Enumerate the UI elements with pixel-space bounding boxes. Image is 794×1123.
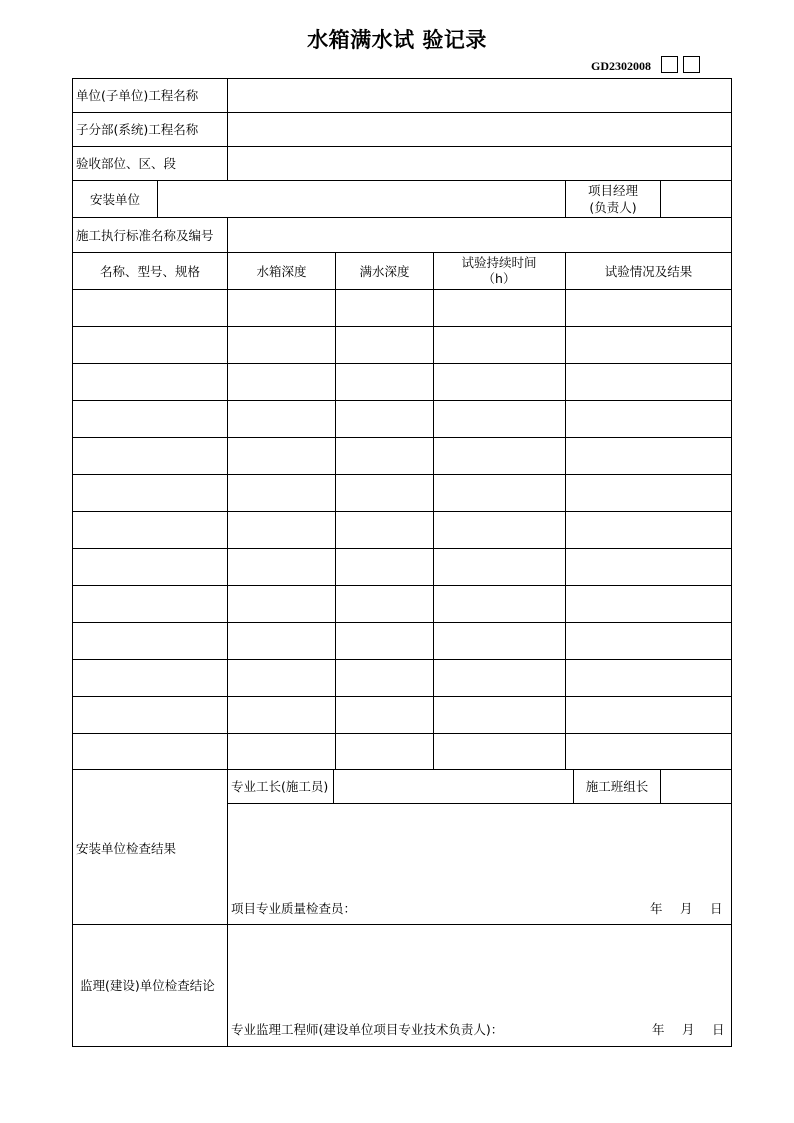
table-cell-duration[interactable] [434,290,565,326]
table-cell-duration[interactable] [434,401,565,437]
label-quality-inspector: 项目专业质量检查员： [231,901,357,916]
value-foreman[interactable] [334,770,573,803]
header-tank-depth: 水箱深度 [256,264,307,279]
label-team-leader: 施工班组长 [585,779,649,794]
date-day: 日 [710,901,723,916]
table-cell-full-water-depth[interactable] [336,475,433,511]
table-cell-full-water-depth[interactable] [336,512,433,548]
date-month: 月 [682,1022,695,1037]
table-cell-full-water-depth[interactable] [336,549,433,585]
header-full-water-depth: 满水深度 [359,264,410,279]
label-supervision-engineer: 专业监理工程师(建设单位项目专业技术负责人)： [231,1022,504,1037]
row-divider [72,252,732,253]
label-project-manager: 项目经理 [587,183,638,198]
table-cell-tank-depth[interactable] [228,586,335,622]
table-cell-result[interactable] [566,549,731,585]
table-cell-duration[interactable] [434,327,565,363]
table-cell-result[interactable] [566,512,731,548]
label-supervision-check: 监理(建设)单位检查结论 [80,978,215,993]
table-cell-name-model-spec[interactable] [73,660,227,696]
table-cell-full-water-depth[interactable] [336,660,433,696]
table-cell-full-water-depth[interactable] [336,623,433,659]
table-cell-full-water-depth[interactable] [336,734,433,770]
label-unit-project-name: 单位(子单位)工程名称 [76,88,199,103]
table-cell-tank-depth[interactable] [228,438,335,474]
table-cell-duration[interactable] [434,697,565,733]
value-project-manager[interactable] [661,181,731,217]
table-cell-name-model-spec[interactable] [73,512,227,548]
value-team-leader[interactable] [661,770,731,803]
table-cell-tank-depth[interactable] [228,512,335,548]
header-name-model-spec: 名称、型号、规格 [99,264,200,279]
table-cell-duration[interactable] [434,512,565,548]
label-acceptance-part: 验收部位、区、段 [76,156,177,171]
table-cell-result[interactable] [566,401,731,437]
table-cell-duration[interactable] [434,623,565,659]
table-cell-tank-depth[interactable] [228,697,335,733]
table-cell-result[interactable] [566,475,731,511]
table-cell-tank-depth[interactable] [228,623,335,659]
table-cell-full-water-depth[interactable] [336,364,433,400]
date-year: 年 [650,901,663,916]
value-install-unit[interactable] [158,181,565,217]
table-cell-full-water-depth[interactable] [336,401,433,437]
value-sub-project-name[interactable] [228,113,731,146]
table-cell-duration[interactable] [434,586,565,622]
table-cell-result[interactable] [566,734,731,770]
table-cell-result[interactable] [566,438,731,474]
table-cell-tank-depth[interactable] [228,475,335,511]
value-supervision-conclusion[interactable] [228,925,731,1015]
table-cell-duration[interactable] [434,660,565,696]
table-cell-duration[interactable] [434,549,565,585]
date-month: 月 [680,901,693,916]
table-cell-result[interactable] [566,660,731,696]
table-border-right [731,78,732,1047]
table-cell-duration[interactable] [434,364,565,400]
table-cell-full-water-depth[interactable] [336,327,433,363]
table-cell-full-water-depth[interactable] [336,586,433,622]
table-cell-duration[interactable] [434,438,565,474]
header-result: 试验情况及结果 [604,264,693,279]
label-foreman: 专业工长(施工员) [231,779,329,794]
header-duration: 试验持续时间 [461,255,537,270]
table-cell-result[interactable] [566,697,731,733]
table-cell-result[interactable] [566,327,731,363]
table-cell-name-model-spec[interactable] [73,586,227,622]
label-install-unit: 安装单位 [89,192,140,207]
value-standard-name[interactable] [228,218,731,252]
table-cell-tank-depth[interactable] [228,327,335,363]
table-cell-duration[interactable] [434,475,565,511]
form-code-box-1[interactable] [661,56,678,73]
date-day: 日 [712,1022,725,1037]
form-code-box-2[interactable] [683,56,700,73]
label-sub-project-name: 子分部(系统)工程名称 [76,122,199,137]
table-cell-name-model-spec[interactable] [73,623,227,659]
form-code: GD2302008 [591,59,651,73]
value-unit-project-name[interactable] [228,79,731,112]
header-duration-unit: （h） [482,271,516,286]
table-cell-full-water-depth[interactable] [336,438,433,474]
table-cell-result[interactable] [566,290,731,326]
value-install-check-result[interactable] [228,804,731,894]
table-cell-result[interactable] [566,364,731,400]
table-cell-full-water-depth[interactable] [336,697,433,733]
table-cell-name-model-spec[interactable] [73,697,227,733]
table-cell-full-water-depth[interactable] [336,290,433,326]
form-title: 水箱满水试 验记录 [307,27,487,52]
table-cell-tank-depth[interactable] [228,290,335,326]
table-cell-tank-depth[interactable] [228,364,335,400]
label-project-manager-sub: (负责人) [589,200,637,215]
table-cell-duration[interactable] [434,734,565,770]
table-cell-name-model-spec[interactable] [73,327,227,363]
table-cell-name-model-spec[interactable] [73,734,227,770]
table-cell-result[interactable] [566,623,731,659]
value-acceptance-part[interactable] [228,147,731,180]
table-cell-tank-depth[interactable] [228,549,335,585]
table-cell-result[interactable] [566,586,731,622]
table-border-bottom [72,1046,732,1047]
table-cell-name-model-spec[interactable] [73,438,227,474]
table-cell-tank-depth[interactable] [228,401,335,437]
date-year: 年 [652,1022,665,1037]
table-cell-name-model-spec[interactable] [73,401,227,437]
table-cell-name-model-spec[interactable] [73,475,227,511]
table-cell-tank-depth[interactable] [228,660,335,696]
label-standard-name: 施工执行标准名称及编号 [76,228,214,243]
table-cell-name-model-spec[interactable] [73,549,227,585]
table-cell-name-model-spec[interactable] [73,364,227,400]
label-install-check: 安装单位检查结果 [76,841,177,856]
table-cell-tank-depth[interactable] [228,734,335,770]
table-cell-name-model-spec[interactable] [73,290,227,326]
